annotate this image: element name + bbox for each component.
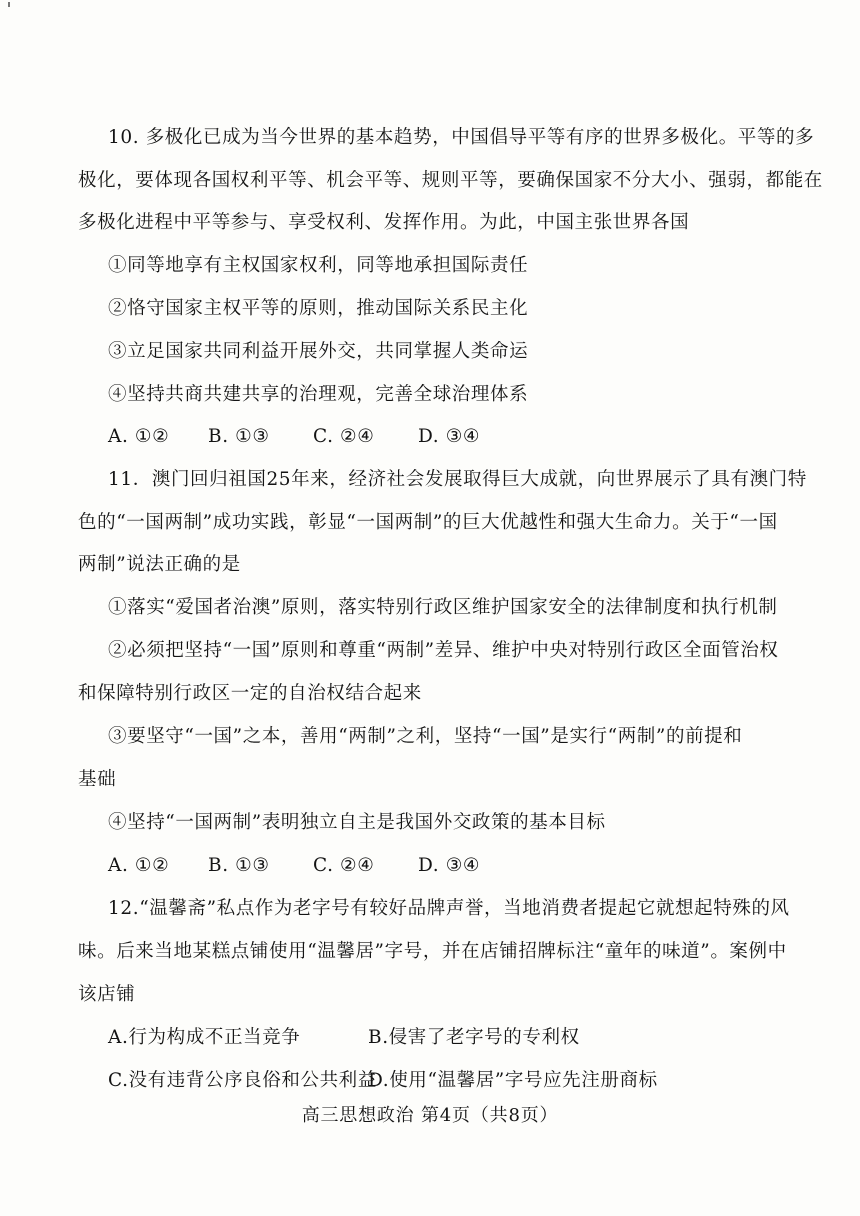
q10-option-b: B. ①③ <box>208 426 270 447</box>
q10-stem-line-1: 10. 多极化已成为当今世界的基本趋势，中国倡导平等有序的世界多极化。平等的多 <box>108 127 815 148</box>
q12-stem-line-1: 12.“温馨斋”私点作为老字号有较好品牌声誉，当地消费者提起它就想起特殊的风 <box>108 898 790 919</box>
q10-option-d: D. ③④ <box>418 426 481 447</box>
q12-option-c: C.没有违背公序良俗和公共利益 <box>108 1070 377 1091</box>
q10-item-4: ④坚持共商共建共享的治理观，完善全球治理体系 <box>108 384 529 405</box>
q11-item-2-cont: 和保障特别行政区一定的自治权结合起来 <box>78 683 422 704</box>
q10-option-c: C. ②④ <box>313 426 375 447</box>
q10-item-3: ③立足国家共同利益开展外交，共同掌握人类命运 <box>108 341 529 362</box>
q10-stem-line-3: 多极化进程中平等参与、享受权利、发挥作用。为此，中国主张世界各国 <box>78 212 690 233</box>
q11-item-3-cont: 基础 <box>78 769 117 790</box>
q12-option-a: A.行为构成不正当竞争 <box>108 1027 301 1048</box>
q11-option-b: B. ①③ <box>208 855 270 876</box>
q10-item-1: ①同等地享有主权国家权利，同等地承担国际责任 <box>108 255 529 276</box>
q11-option-c: C. ②④ <box>313 855 375 876</box>
q11-option-a: A. ①② <box>108 855 170 876</box>
q10-stem-line-2: 极化，要体现各国权利平等、机会平等、规则平等，要确保国家不分大小、强弱，都能在 <box>78 170 823 191</box>
q12-option-b: B.侵害了老字号的专利权 <box>368 1027 580 1048</box>
q11-stem-line-1: 11．澳门回归祖国25年来，经济社会发展取得巨大成就，向世界展示了具有澳门特 <box>108 469 807 490</box>
q10-item-2: ②恪守国家主权平等的原则，推动国际关系民主化 <box>108 298 529 319</box>
q10-option-a: A. ①② <box>108 426 170 447</box>
q11-item-1: ①落实“爱国者治澳”原则，落实特别行政区维护国家安全的法律制度和执行机制 <box>108 597 778 618</box>
q11-option-d: D. ③④ <box>418 855 481 876</box>
q11-stem-line-3: 两制”说法正确的是 <box>78 554 241 575</box>
q11-item-2: ②必须把坚持“一国”原则和尊重“两制”差异、维护中央对特别行政区全面管治权 <box>108 640 779 661</box>
q12-stem-line-2: 味。后来当地某糕点铺使用“温馨居”字号，并在店铺招牌标注“童年的味道”。案例中 <box>78 941 787 962</box>
q12-stem-line-3: 该店铺 <box>78 984 136 1005</box>
q11-options <box>108 854 480 878</box>
q11-stem-line-2: 色的“一国两制”成功实践，彰显“一国两制”的巨大优越性和强大生命力。关于“一国 <box>78 512 778 533</box>
q11-item-4: ④坚持“一国两制”表明独立自主是我国外交政策的基本目标 <box>108 812 606 833</box>
scan-mark <box>8 2 10 7</box>
q12-option-d: D.使用“温馨居”字号应先注册商标 <box>368 1070 658 1091</box>
page-footer: 高三思想政治 第4页（共8页） <box>301 1105 559 1126</box>
q11-item-3: ③要坚守“一国”之本，善用“两制”之利，坚持“一国”是实行“两制”的前提和 <box>108 726 743 747</box>
q10-options <box>108 425 480 449</box>
